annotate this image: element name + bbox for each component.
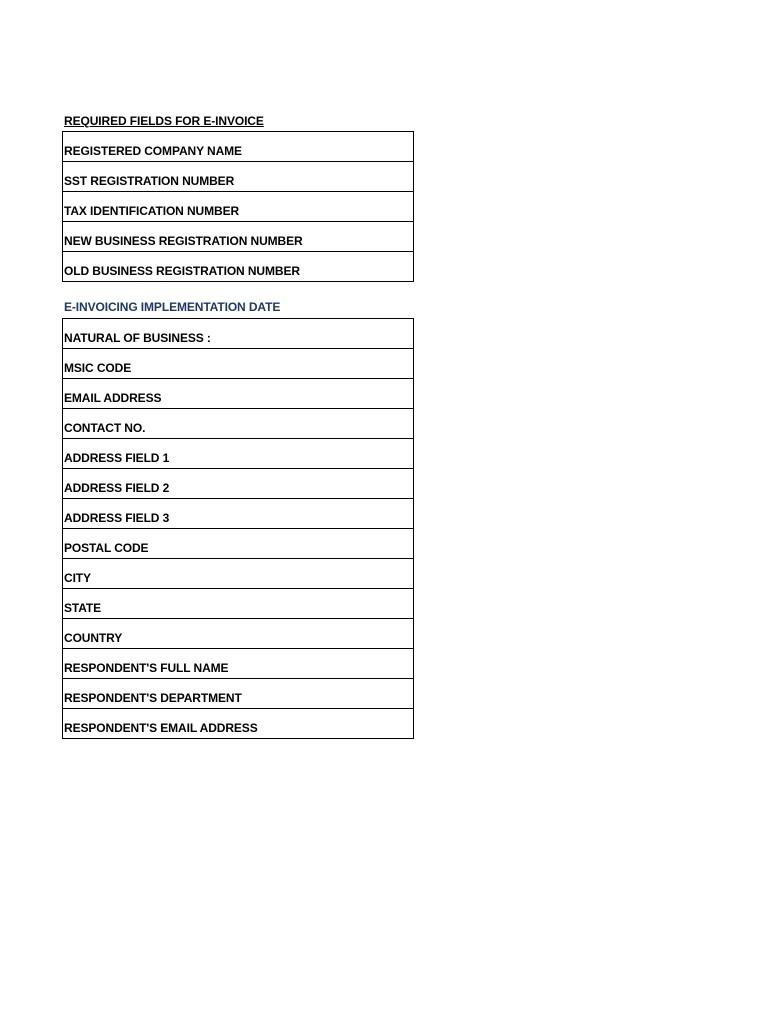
table-row — [63, 559, 414, 589]
table-row — [63, 649, 414, 679]
document-title: REQUIRED FIELDS FOR E-INVOICE — [64, 114, 264, 128]
field-label[interactable]: RESPONDENT'S FULL NAME — [63, 649, 414, 679]
field-label[interactable]: CONTACT NO. — [63, 409, 414, 439]
field-label[interactable]: EMAIL ADDRESS — [63, 379, 414, 409]
implementation-date-label: E-INVOICING IMPLEMENTATION DATE — [64, 300, 281, 314]
table-row — [63, 679, 414, 709]
table-row — [63, 132, 414, 162]
field-label[interactable]: RESPONDENT'S EMAIL ADDRESS — [63, 709, 414, 739]
table-row — [63, 222, 414, 252]
table-row — [63, 589, 414, 619]
field-label[interactable]: ADDRESS FIELD 2 — [63, 469, 414, 499]
table-row — [63, 409, 414, 439]
field-label[interactable]: OLD BUSINESS REGISTRATION NUMBER — [63, 252, 414, 282]
field-label[interactable]: COUNTRY — [63, 619, 414, 649]
field-label[interactable]: ADDRESS FIELD 3 — [63, 499, 414, 529]
field-label[interactable]: STATE — [63, 589, 414, 619]
field-label[interactable]: NEW BUSINESS REGISTRATION NUMBER — [63, 222, 414, 252]
table-row — [63, 319, 414, 349]
table-row — [63, 469, 414, 499]
field-label[interactable]: NATURAL OF BUSINESS : — [63, 319, 414, 349]
field-label[interactable]: ADDRESS FIELD 1 — [63, 439, 414, 469]
table-row — [63, 252, 414, 282]
field-label[interactable]: POSTAL CODE — [63, 529, 414, 559]
table-row — [63, 439, 414, 469]
company-fields-table — [62, 131, 414, 282]
table-row — [63, 499, 414, 529]
field-label[interactable]: SST REGISTRATION NUMBER — [63, 162, 414, 192]
table-row — [63, 162, 414, 192]
table-row — [63, 192, 414, 222]
table-row — [63, 709, 414, 739]
table-row — [63, 379, 414, 409]
field-label[interactable]: REGISTERED COMPANY NAME — [63, 132, 414, 162]
field-label[interactable]: MSIC CODE — [63, 349, 414, 379]
field-label[interactable]: RESPONDENT'S DEPARTMENT — [63, 679, 414, 709]
table-row — [63, 619, 414, 649]
field-label[interactable]: CITY — [63, 559, 414, 589]
business-details-table — [62, 318, 414, 739]
table-row — [63, 349, 414, 379]
field-label[interactable]: TAX IDENTIFICATION NUMBER — [63, 192, 414, 222]
table-row — [63, 529, 414, 559]
